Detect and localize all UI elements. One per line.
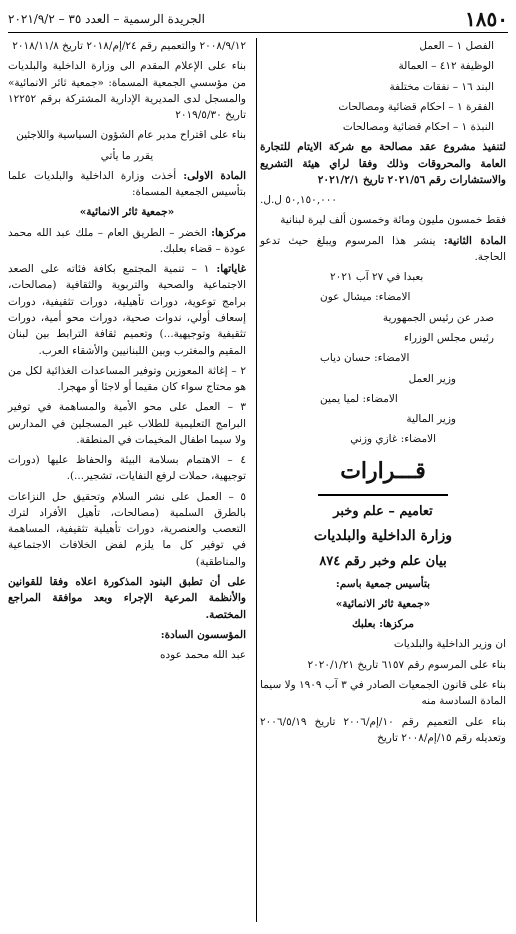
article-1-title: المادة الاولى:	[183, 169, 246, 182]
hq-text: الخضر – الطريق العام – ملك عبد الله محمد عودة – قضاء بعلبك.	[8, 226, 246, 255]
column-divider	[256, 38, 257, 922]
budget-line: الفصل ١ – العمل	[419, 40, 494, 52]
recital: بناء على التعميم رقم ١٠/إم/٢٠٠٦ تاريخ ٢٠٠٦/٥/١٩ وتعديله رقم ١٥/إم/٢٠٠٨ تاريخ	[260, 715, 506, 744]
decree-date: بعبدا في ٢٧ آب ٢٠٢١	[330, 271, 424, 284]
founder-name: عبد الله محمد عوده	[159, 649, 246, 662]
goal-item: ٤ – الاهتمام بسلامة البيئة والحفاظ عليها (دورات توجيهية، حملات لرفع النفايات، تشجير...).	[8, 454, 246, 483]
budget-line: النبذة ١ – احكام قضائية ومصالحات	[342, 121, 494, 134]
section-title: قـــرارات	[340, 457, 426, 484]
article-2-text: ينشر هذا المرسوم ويبلغ حيث تدعو الحاجة.	[260, 234, 506, 263]
budget-line: الفقرة ١ – احكام قضائية ومصالحات	[338, 100, 494, 113]
goal-item: ٣ – العمل على محو الأمية والمساهمة في توفير البرامج التعليمية للطلاب غير المسجلين في المدارس ولا سيما اطفال المخيمات في المنطقة.	[8, 401, 246, 446]
pm-signature: الامضاء: حسان دياب	[320, 352, 410, 365]
association-name: «جمعية ثائر الانمائية»	[335, 597, 431, 610]
right-column	[260, 38, 506, 928]
budget-line: البند ١٦ – نفقات مختلفة	[389, 80, 494, 93]
decides-line: يقرر ما يأتي	[100, 149, 154, 162]
left-column	[8, 38, 246, 928]
association-hq: مركزها: بعلبك	[352, 618, 414, 631]
page-header	[8, 6, 508, 33]
article-1-text: أخذت وزارة الداخلية والبلديات علما بتأسيس الجمعية المسماة:	[8, 169, 246, 199]
recital-proposal: بناء على اقتراح مدير عام الشؤون السياسية واللاجئين	[16, 129, 246, 142]
conditions-text: على أن تطبق البنود المذكورة اعلاه وفقا للقوانين والأنظمة المرعية الإجراء وبعد موافقة المراجع المختصة.	[8, 575, 246, 621]
president-signature: الامضاء: ميشال عون	[320, 291, 411, 304]
publication-title: الجريدة الرسمية – العدد ٣٥ – ٢٠٢١/٩/٢	[8, 12, 205, 26]
recital: بناء على المرسوم رقم ٦١٥٧ تاريخ ٢٠٢٠/١/٢١	[307, 658, 506, 671]
association-name: «جمعية ثائر الانمائية»	[79, 206, 175, 219]
recital: بناء على قانون الجمعيات الصادر في ٣ آب ١٩٠٩ ولا سيما المادة السادسة منه	[260, 678, 506, 708]
labor-minister: وزير العمل	[408, 372, 456, 385]
founders-label: المؤسسون السادة:	[160, 628, 246, 641]
hq-label: مركزها:	[211, 226, 246, 239]
recital-notice: بناء على الإعلام المقدم الى وزارة الداخلية والبلديات من مؤسسي الجمعية المسماة: «جمعية ثائر الانمائية» والمسجل لدى المديرية الإدارية المشتركة برقم ١٢٢٥٢ تاريخ ٢٠١٩/٥/٣٠	[8, 60, 246, 122]
continued-text: ٢٠٠٨/٩/١٢ والتعميم رقم ٢٤/إم/٢٠١٨ تاريخ ٢٠١٨/١١/٨	[12, 40, 246, 52]
notice-title: بيان علم وخبر رقم ٨٧٤	[319, 553, 447, 569]
article-2-title: المادة الثانية:	[443, 234, 506, 247]
page-number: ١٨٥٠	[465, 7, 508, 31]
goal-item: ١ – تنمية المجتمع بكافة فئاته على الصعد الاجتماعية والصحية والتربوية والثقافية (مصالحات، برامج توعوية، دورات تأهيلية، دورات تثقيفية، دورات إسعاف أولي، ندوات صحية، دورات محو أمية، دورات تثقيفية وتوجيهية...) وتعميم ثقافة الترابط بين لبنان المقيم والمغترب وبين اللبنانيين والأشقاء العرب.	[8, 263, 246, 357]
pm-title: رئيس مجلس الوزراء	[403, 331, 494, 344]
goals-label: غاياتها:	[216, 263, 246, 276]
settlement-amount: ٥٠,١٥٠,٠٠٠ ل.ل.	[260, 194, 338, 207]
section-subtitle: تعاميم – علم وخبر	[333, 503, 433, 519]
ministry-name: وزارة الداخلية والبلديات	[313, 527, 453, 544]
amount-in-words: فقط خمسون مليون ومائة وخمسون ألف ليرة لبنانية	[280, 214, 506, 227]
goal-item: ٥ – العمل على نشر السلام وتحقيق حل النزاعات بالطرق السلمية (مصالحات، تأهيل الأفراد لترك التعصب والعنصرية، دورات تأهيلية تثقيفية، المساهمة في توفير كل ما يلزم لفض الخلافات الاجتماعية والمناطقية)	[8, 490, 246, 568]
finance-minister: وزير المالية	[406, 413, 456, 426]
budget-lines	[260, 38, 506, 135]
finance-signature: الامضاء: غازي وزني	[350, 433, 436, 446]
labor-signature: الامضاء: لميا يمين	[320, 392, 398, 405]
notice-subject: بتأسيس جمعية باسم:	[335, 577, 431, 590]
budget-line: الوظيفة ٤١٢ – العمالة	[398, 60, 494, 73]
goal-item: ٢ – إغاثة المعوزين وتوفير المساعدات الغذائية لكل من هو محتاج سواء كان مقيما أو لاجئا أو مهجرا.	[8, 364, 246, 394]
recital: ان وزير الداخلية والبلديات	[393, 638, 506, 651]
settlement-purpose: لتنفيذ مشروع عقد مصالحة مع شركة الايتام للتجارة العامة والمحروقات وذلك وفقا لراي هيئة التشريع والاستشارات رقم ٢٠٢١/٥٦ تاريخ ٢٠٢١/٢/١	[260, 141, 506, 186]
issued-by: صدر عن رئيس الجمهورية	[382, 311, 494, 324]
section-rule	[318, 494, 448, 496]
